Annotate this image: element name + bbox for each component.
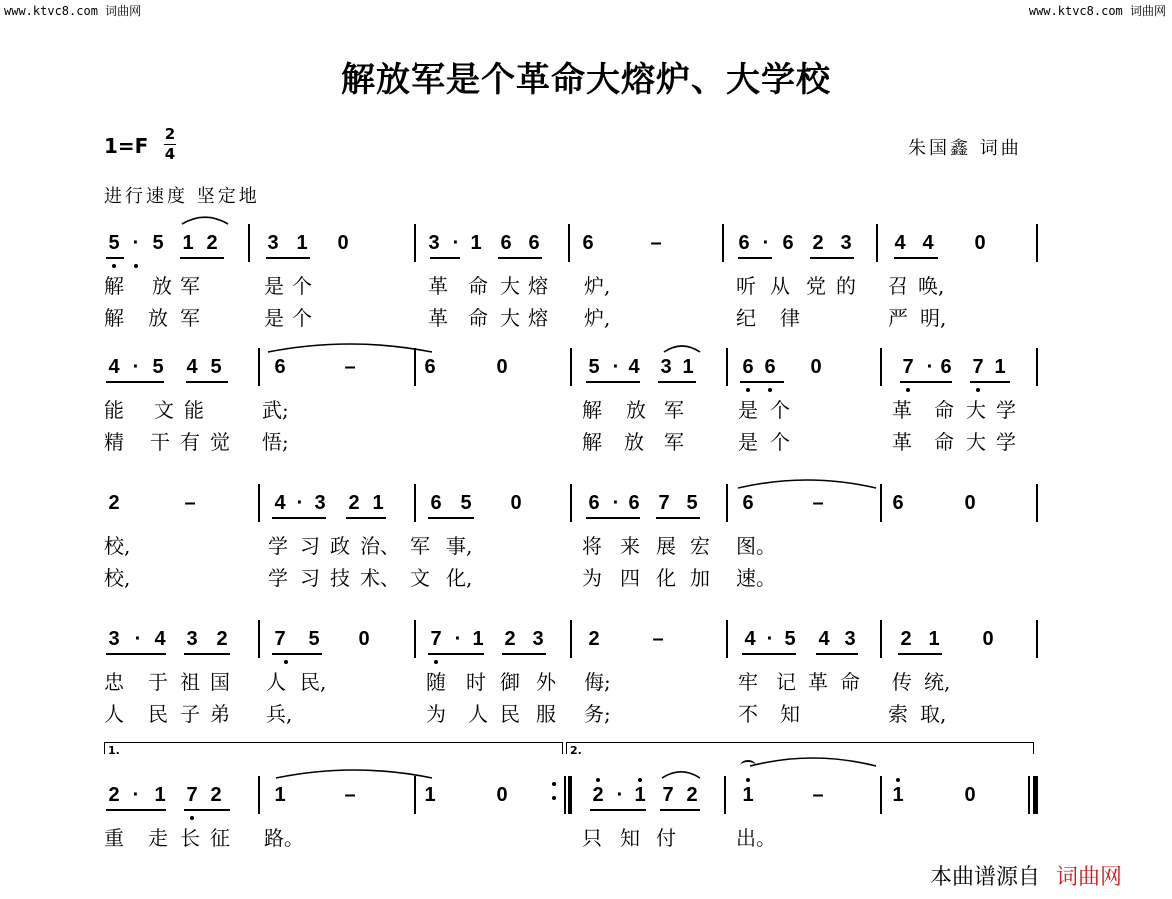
lyric-verse-2: 为	[426, 702, 446, 726]
note: ·	[132, 232, 140, 254]
lyric-verse-2: 学	[268, 566, 288, 590]
lyric-verse-1: 放	[626, 398, 646, 422]
lyric-verse-1: 党	[806, 274, 826, 298]
note: 6	[742, 492, 754, 514]
watermark-right: www.ktvc8.com 词曲网	[1028, 4, 1166, 18]
lyric-verse-1: 解	[582, 398, 602, 422]
lyric-verse-1: 学	[268, 534, 288, 558]
note: 0	[496, 784, 508, 806]
note: ·	[454, 628, 462, 650]
lyric-verse-2: 技	[330, 566, 350, 590]
lyric-verse-1: 熔	[528, 274, 548, 298]
note: 2	[108, 784, 120, 806]
volta-second-label: 2.	[570, 744, 582, 757]
lyric-verse-1: 路。	[264, 826, 304, 850]
lyric-verse-2: 是	[738, 430, 758, 454]
lyric-verse-1: 军	[664, 398, 684, 422]
note: 4	[744, 628, 756, 650]
note: 2	[592, 784, 604, 806]
note: 2	[900, 628, 912, 650]
note: 0	[964, 492, 976, 514]
lyric-verse-2: 民	[500, 702, 520, 726]
lyric-verse-2: 炉,	[584, 306, 611, 330]
lyric-verse-2: 个	[292, 306, 312, 330]
lyric-verse-1: 付	[656, 826, 676, 850]
note: 6	[628, 492, 640, 514]
note: 1	[472, 628, 484, 650]
lyric-verse-2: 为	[582, 566, 602, 590]
lyric-verse-2: 知	[780, 702, 800, 726]
lyric-verse-2: 革	[428, 306, 448, 330]
note: 6	[738, 232, 750, 254]
lyric-verse-1: 解	[104, 274, 124, 298]
note: 2	[588, 628, 600, 650]
note: 7	[972, 356, 984, 378]
composer-credit: 朱国鑫 词曲	[908, 138, 1022, 159]
tempo-marking: 进行速度 坚定地	[104, 186, 260, 207]
lyric-verse-1: 命	[934, 398, 954, 422]
lyric-verse-1: 是	[738, 398, 758, 422]
note: ·	[134, 628, 142, 650]
slur-arc	[268, 344, 432, 352]
lyric-verse-2: 不	[738, 702, 758, 726]
note: –	[650, 232, 662, 254]
note: 7	[274, 628, 286, 650]
note: 6	[274, 356, 286, 378]
note: 3	[840, 232, 852, 254]
note: 4	[274, 492, 286, 514]
note: 7	[430, 628, 442, 650]
lyric-verse-1: 知	[620, 826, 640, 850]
volta-first-label: 1.	[108, 744, 120, 757]
note: 4	[186, 356, 198, 378]
lyric-verse-1: 炉,	[584, 274, 611, 298]
lyric-verse-1: 走	[148, 826, 168, 850]
lyric-verse-2: 人	[104, 702, 124, 726]
lyric-verse-1: 事,	[446, 534, 473, 558]
note: 5	[588, 356, 600, 378]
lyric-verse-1: 命	[468, 274, 488, 298]
note: –	[344, 356, 356, 378]
lyric-verse-2: 军	[180, 306, 200, 330]
lyric-verse-2: 大	[966, 430, 986, 454]
lyric-verse-1: 个	[770, 398, 790, 422]
lyric-verse-1: 图。	[736, 534, 776, 558]
note: 3	[660, 356, 672, 378]
lyric-verse-2: 四	[620, 566, 640, 590]
note: 0	[982, 628, 994, 650]
note: 6	[588, 492, 600, 514]
lyric-verse-1: 治、	[360, 534, 400, 558]
lyric-verse-1: 长	[180, 826, 200, 850]
note: 5	[108, 232, 120, 254]
lyric-verse-1: 武;	[262, 398, 289, 422]
note: 0	[358, 628, 370, 650]
note: 0	[964, 784, 976, 806]
lyric-verse-1: 学	[996, 398, 1016, 422]
lyric-verse-2: 取,	[920, 702, 947, 726]
note: 5	[460, 492, 472, 514]
lyric-verse-2: 民	[148, 702, 168, 726]
note: 6	[782, 232, 794, 254]
note: 3	[428, 232, 440, 254]
lyric-verse-1: 人	[266, 670, 286, 694]
lyric-verse-2: 弟	[210, 702, 230, 726]
lyric-verse-1: 军	[180, 274, 200, 298]
lyric-verse-1: 从	[770, 274, 790, 298]
note: ·	[766, 628, 774, 650]
note: 7	[186, 784, 198, 806]
lyric-verse-2: 命	[934, 430, 954, 454]
note: 1	[470, 232, 482, 254]
note: 1	[994, 356, 1006, 378]
note: 5	[152, 232, 164, 254]
note: 1	[634, 784, 646, 806]
note: 6	[940, 356, 952, 378]
note: 4	[154, 628, 166, 650]
lyric-verse-1: 大	[500, 274, 520, 298]
lyric-verse-1: 命	[840, 670, 860, 694]
lyric-verse-2: 个	[770, 430, 790, 454]
lyric-verse-1: 忠	[104, 670, 124, 694]
lyric-verse-1: 革	[892, 398, 912, 422]
note: 2	[686, 784, 698, 806]
lyric-verse-2: 解	[104, 306, 124, 330]
lyric-verse-2: 明,	[920, 306, 947, 330]
lyric-verse-1: 外	[536, 670, 556, 694]
lyric-verse-1: 宏	[690, 534, 710, 558]
note: 1	[154, 784, 166, 806]
slur-arc	[738, 480, 876, 488]
lyric-verse-1: 重	[104, 826, 124, 850]
note: 6	[528, 232, 540, 254]
lyric-verse-1: 祖	[180, 670, 200, 694]
note: 2	[210, 784, 222, 806]
note: 4	[108, 356, 120, 378]
note: ·	[132, 784, 140, 806]
note: 2	[812, 232, 824, 254]
source-text: 本曲谱源自	[930, 865, 1041, 890]
note: 5	[784, 628, 796, 650]
lyric-verse-1: 听	[736, 274, 756, 298]
note: 3	[844, 628, 856, 650]
lyric-verse-1: 校,	[104, 534, 131, 558]
note: 7	[902, 356, 914, 378]
note: 6	[500, 232, 512, 254]
slur-arc	[182, 217, 228, 224]
note: 2	[348, 492, 360, 514]
note: –	[812, 784, 824, 806]
note: 5	[686, 492, 698, 514]
lyric-verse-1: 的	[836, 274, 856, 298]
note: 4	[628, 356, 640, 378]
lyric-verse-2: 干	[150, 430, 170, 454]
lyric-verse-2: 习	[300, 566, 320, 590]
note: 1	[682, 356, 694, 378]
lyric-verse-1: 牢	[738, 670, 758, 694]
lyric-verse-1: 大	[966, 398, 986, 422]
note: ·	[296, 492, 304, 514]
note: ·	[452, 232, 460, 254]
lyric-verse-2: 术、	[360, 566, 400, 590]
lyric-verse-1: 个	[292, 274, 312, 298]
note: 2	[206, 232, 218, 254]
lyric-verse-2: 命	[468, 306, 488, 330]
lyric-verse-2: 务;	[584, 702, 611, 726]
slur-arc	[750, 758, 876, 766]
key-signature: 1=F	[104, 134, 149, 158]
note: ·	[926, 356, 934, 378]
lyric-verse-1: 时	[466, 670, 486, 694]
note: 4	[818, 628, 830, 650]
lyric-verse-1: 能	[104, 398, 124, 422]
lyric-verse-1: 革	[428, 274, 448, 298]
lyric-verse-1: 习	[300, 534, 320, 558]
source-brand: 词曲网	[1056, 865, 1123, 890]
note: 1	[892, 784, 904, 806]
lyric-verse-1: 放	[152, 274, 172, 298]
lyric-verse-1: 出。	[736, 826, 776, 850]
lyric-verse-2: 觉	[210, 430, 230, 454]
lyric-verse-2: 是	[264, 306, 284, 330]
lyric-verse-1: 征	[210, 826, 230, 850]
lyric-verse-2: 速。	[736, 566, 776, 590]
note: 0	[337, 232, 349, 254]
lyric-verse-2: 纪	[736, 306, 756, 330]
note: 3	[314, 492, 326, 514]
lyric-verse-2: 军	[664, 430, 684, 454]
lyric-verse-2: 校,	[104, 566, 131, 590]
note: 6	[430, 492, 442, 514]
lyric-verse-2: 学	[996, 430, 1016, 454]
lyric-verse-2: 放	[148, 306, 168, 330]
lyric-verse-2: 服	[536, 702, 556, 726]
lyric-verse-1: 政	[330, 534, 350, 558]
note: 4	[894, 232, 906, 254]
note: –	[344, 784, 356, 806]
note: 3	[532, 628, 544, 650]
note: ·	[616, 784, 624, 806]
lyric-verse-1: 随	[426, 670, 446, 694]
lyric-verse-1: 唤,	[918, 274, 945, 298]
lyric-verse-2: 革	[892, 430, 912, 454]
note: 7	[658, 492, 670, 514]
lyric-verse-1: 侮;	[584, 670, 611, 694]
note: –	[652, 628, 664, 650]
lyric-verse-1: 军	[410, 534, 430, 558]
lyric-verse-2: 索	[888, 702, 908, 726]
song-title: 解放军是个革命大熔炉、大学校	[341, 60, 831, 100]
note: 1	[424, 784, 436, 806]
lyric-verse-1: 来	[620, 534, 640, 558]
note: 1	[742, 784, 754, 806]
lyric-verse-1: 是	[264, 274, 284, 298]
note: 0	[974, 232, 986, 254]
note: 1	[274, 784, 286, 806]
note: 6	[892, 492, 904, 514]
lyric-verse-1: 记	[776, 670, 796, 694]
lyric-verse-1: 召	[888, 274, 908, 298]
note: 0	[810, 356, 822, 378]
note: –	[184, 492, 196, 514]
lyric-verse-1: 革	[808, 670, 828, 694]
note: 5	[210, 356, 222, 378]
note: 2	[216, 628, 228, 650]
note: 2	[108, 492, 120, 514]
lyric-verse-1: 御	[500, 670, 520, 694]
lyric-verse-2: 大	[500, 306, 520, 330]
note: 4	[922, 232, 934, 254]
note: ·	[612, 492, 620, 514]
note: 0	[510, 492, 522, 514]
lyric-verse-2: 加	[690, 566, 710, 590]
lyric-verse-1: 统,	[924, 670, 951, 694]
note: ·	[132, 356, 140, 378]
note: 5	[152, 356, 164, 378]
lyric-verse-1: 展	[656, 534, 676, 558]
note: 6	[582, 232, 594, 254]
lyric-verse-2: 人	[468, 702, 488, 726]
note: 7	[662, 784, 674, 806]
slur-arc	[662, 772, 700, 778]
meter-top: 2	[164, 125, 176, 143]
note: 3	[267, 232, 279, 254]
lyric-verse-2: 子	[180, 702, 200, 726]
lyric-verse-1: 只	[582, 826, 602, 850]
note: 1	[372, 492, 384, 514]
note: 1	[928, 628, 940, 650]
lyric-verse-1: 于	[148, 670, 168, 694]
note: 3	[186, 628, 198, 650]
lyric-verse-2: 熔	[528, 306, 548, 330]
lyric-verse-2: 化	[656, 566, 676, 590]
lyric-verse-2: 严	[888, 306, 908, 330]
lyric-verse-2: 律	[780, 306, 800, 330]
note: –	[812, 492, 824, 514]
note: 1	[182, 232, 194, 254]
note: ·	[612, 356, 620, 378]
lyric-verse-2: 精	[104, 430, 124, 454]
lyric-verse-2: 解	[582, 430, 602, 454]
watermark-left: www.ktvc8.com 词曲网	[4, 4, 142, 18]
lyric-verse-2: 有	[180, 430, 200, 454]
lyric-verse-1: 文	[154, 398, 174, 422]
lyric-verse-2: 兵,	[266, 702, 293, 726]
lyric-verse-2: 文	[410, 566, 430, 590]
lyric-verse-2: 化,	[446, 566, 473, 590]
lyric-verse-2: 放	[624, 430, 644, 454]
lyric-verse-2: 悟;	[262, 430, 289, 454]
note: 2	[504, 628, 516, 650]
slur-arc	[664, 346, 700, 352]
slur-arc	[276, 770, 432, 778]
note: 0	[496, 356, 508, 378]
lyric-verse-1: 国	[210, 670, 230, 694]
lyric-verse-1: 传	[892, 670, 912, 694]
lyric-verse-1: 将	[582, 534, 602, 558]
note: ·	[762, 232, 770, 254]
note: 6	[424, 356, 436, 378]
note: 6	[764, 356, 776, 378]
note: 3	[108, 628, 120, 650]
meter-bottom: 4	[164, 145, 176, 163]
lyric-verse-1: 民,	[300, 670, 327, 694]
note: 5	[308, 628, 320, 650]
lyric-verse-1: 能	[184, 398, 204, 422]
note: 1	[296, 232, 308, 254]
note: 6	[742, 356, 754, 378]
